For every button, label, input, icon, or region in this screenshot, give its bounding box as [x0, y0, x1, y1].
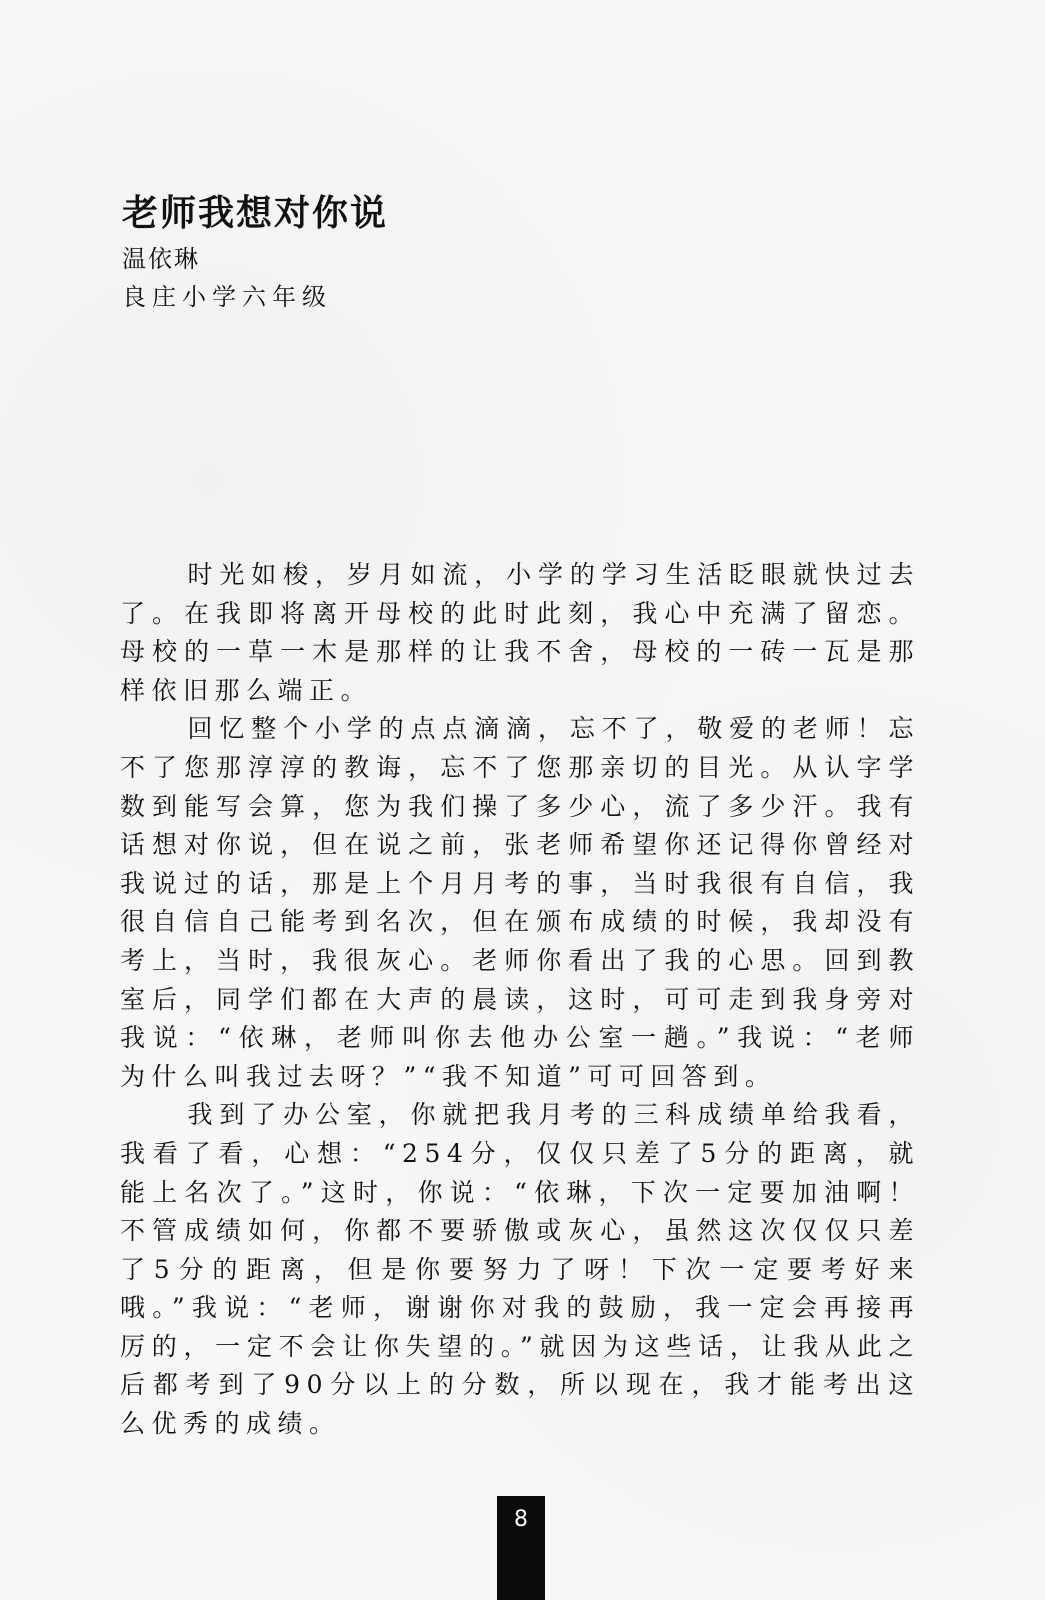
page-number: 8	[514, 1507, 528, 1532]
article-body	[120, 556, 920, 1444]
paragraph: 我到了办公室，你就把我月考的三科成绩单给我看，我看了看，心想：“254分，仅仅只差了5分的距离，就能上名次了。”这时，你说：“依琳，下次一定要加油啊！不管成绩如何，你都不要骄傲或灰心，虽然这次仅仅只差了5分的距离，但是你要努力了呀！下次一定要考好来哦。”我说：“老师，谢谢你对我的鼓励，我一定会再接再厉的，一定不会让你失望的。”就因为这些话，让我从此之后都考到了90分以上的分数，所以现在，我才能考出这么优秀的成绩。	[120, 1100, 920, 1439]
page-number-tab	[497, 1496, 545, 1600]
paragraph: 回忆整个小学的点点滴滴，忘不了，敬爱的老师！忘不了您那淳淳的教诲，忘不了您那亲切的目光。从认字学数到能写会算，您为我们操了多少心，流了多少汗。我有话想对你说，但在说之前，张老师希望你还记得你曾经对我说过的话，那是上个月月考的事，当时我很有自信，我很自信自己能考到名次，但在颁布成绩的时候，我却没有考上，当时，我很灰心。老师你看出了我的心思。回到教室后，同学们都在大声的晨读，这时，可可走到我身旁对我说：“依琳，老师叫你去他办公室一趟。”我说：“老师为什么叫我过去呀？”“我不知道”可可回答到。	[120, 714, 920, 1091]
article-title: 老师我想对你说	[122, 193, 389, 234]
author-name: 温依琳	[122, 245, 200, 273]
article-header	[122, 190, 388, 314]
paragraph: 时光如梭，岁月如流，小学的学习生活眨眼就快过去了。在我即将离开母校的此时此刻，我心中充满了留恋。母校的一草一木是那样的让我不舍，母校的一砖一瓦是那样依旧那么端正。	[120, 560, 920, 705]
author-school: 良庄小学六年级	[122, 283, 332, 311]
